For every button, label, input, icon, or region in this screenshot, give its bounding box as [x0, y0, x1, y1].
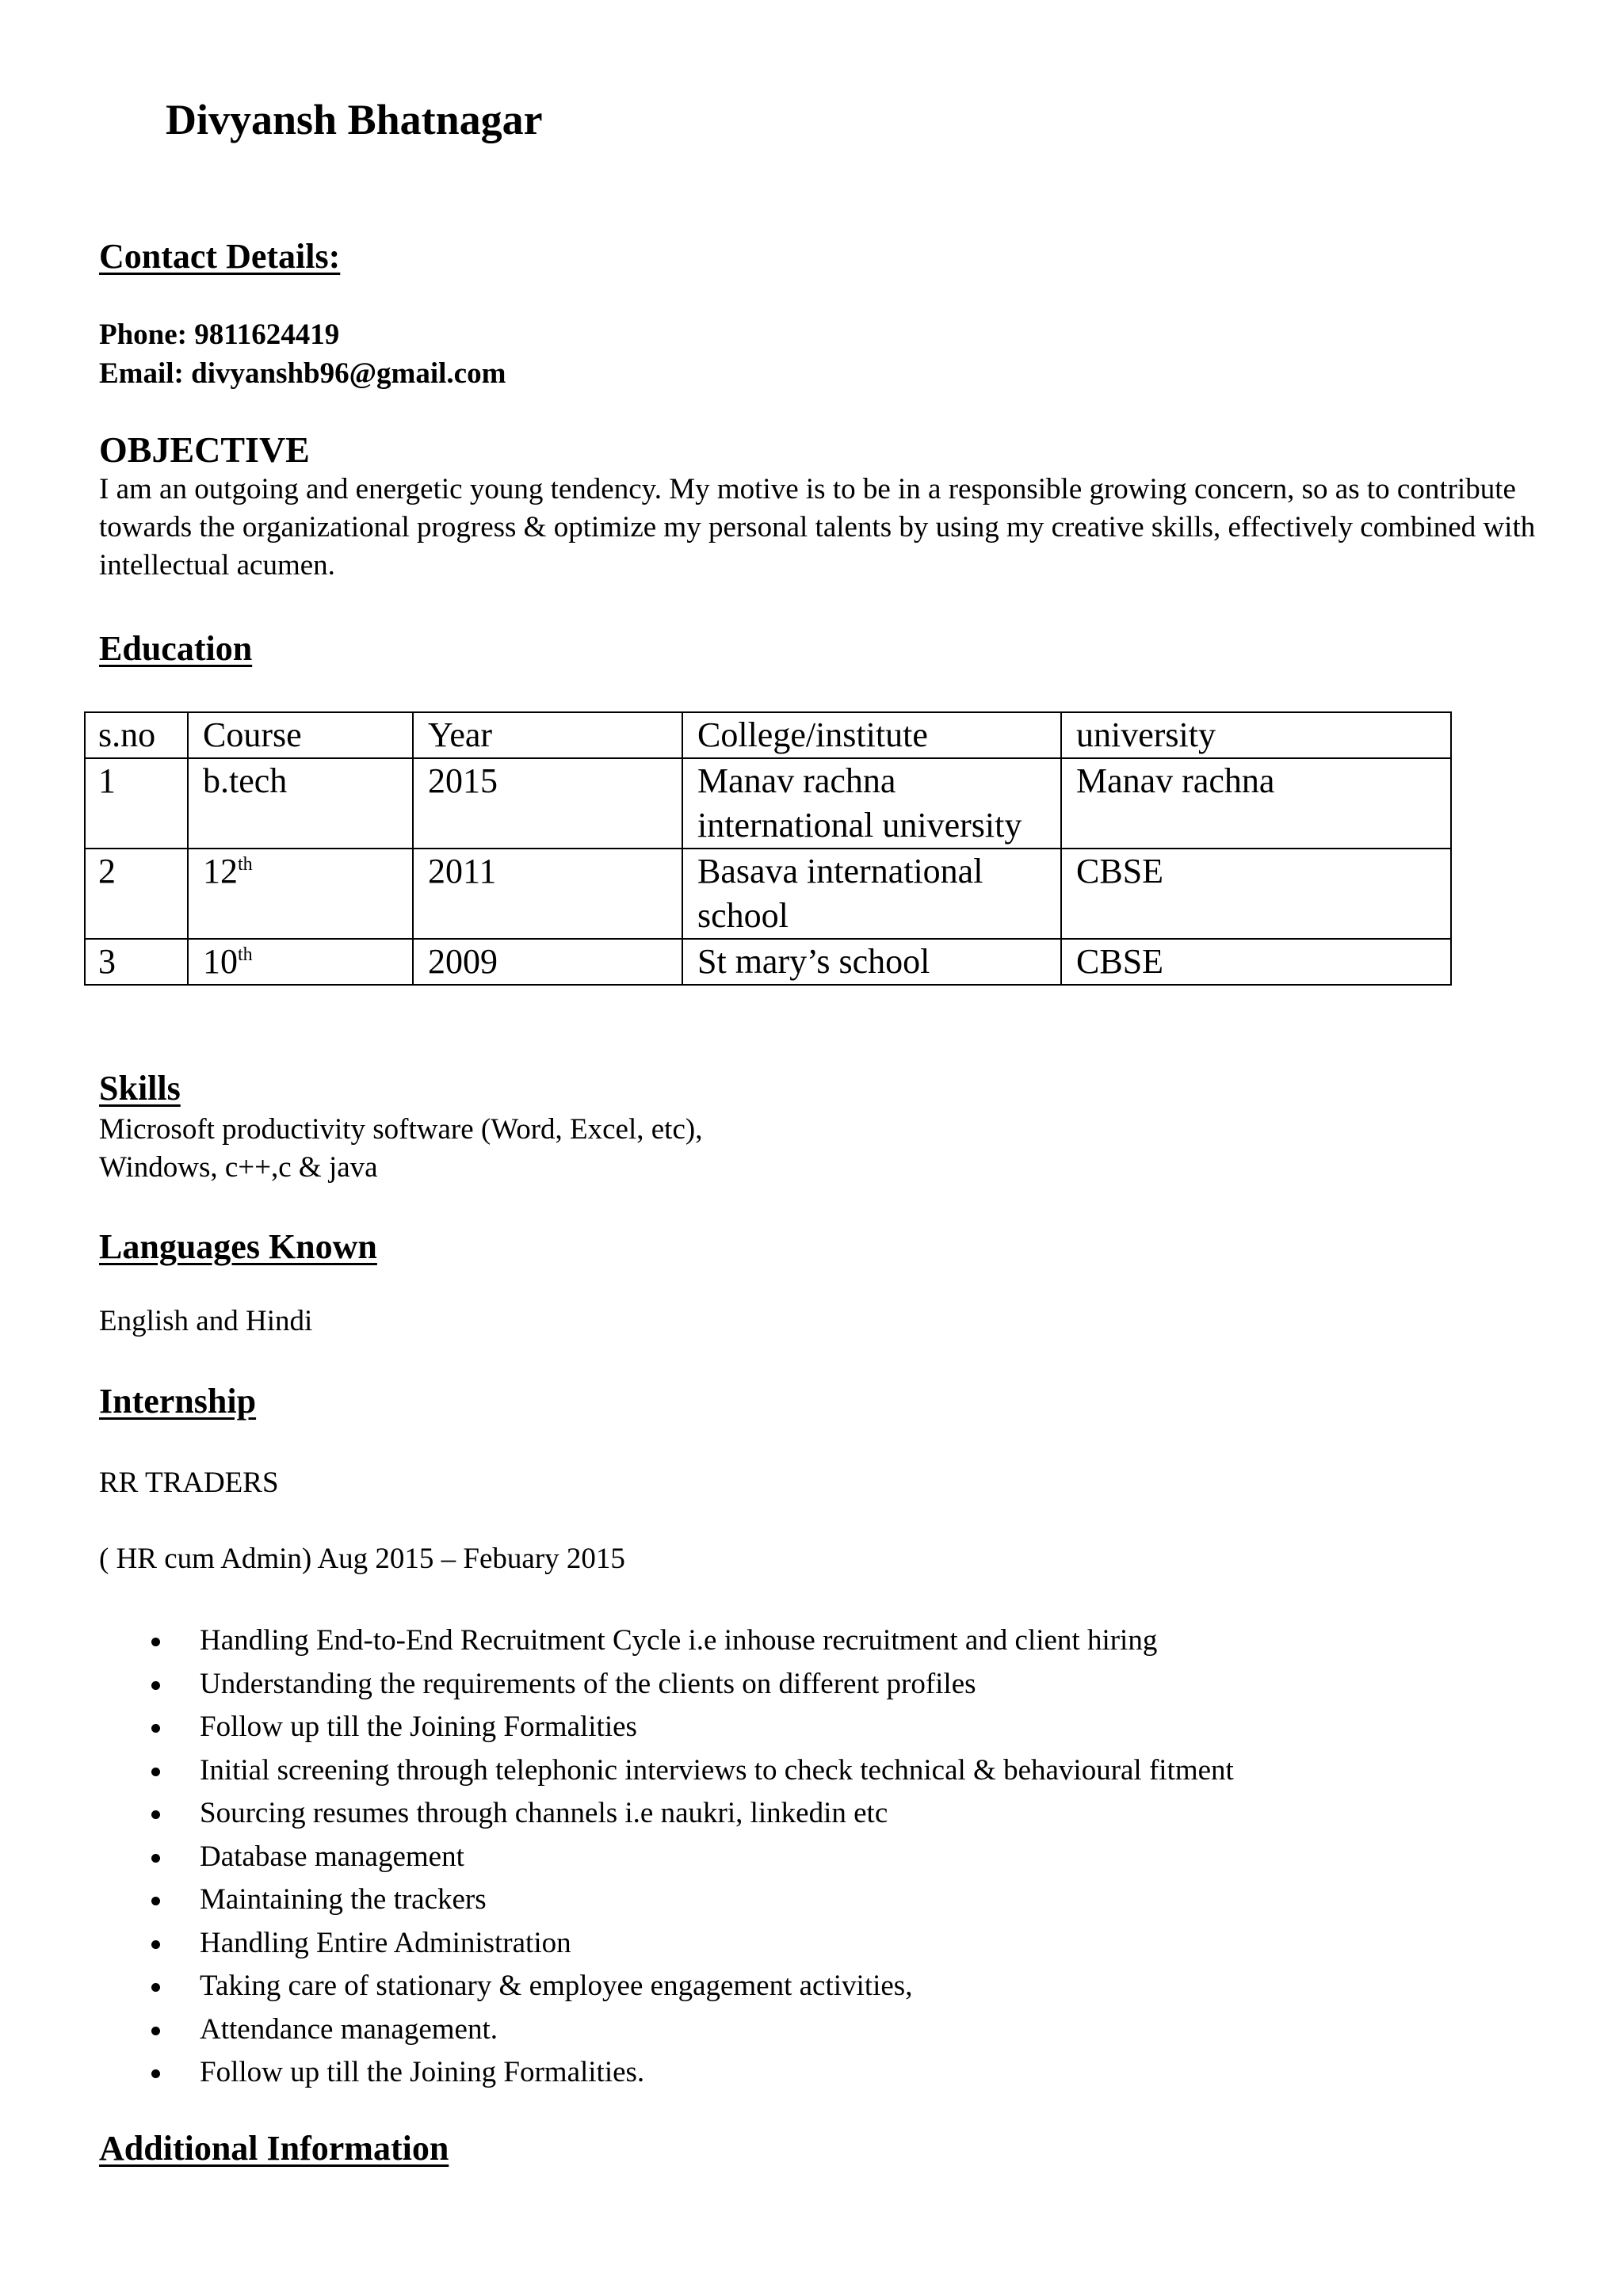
- course-sup: th: [238, 944, 253, 965]
- table-row: [85, 758, 1451, 849]
- list-item: [99, 1706, 1234, 1749]
- list-item: [99, 1619, 1234, 1663]
- col-header-college: College/institute: [682, 712, 1061, 758]
- list-item: [99, 1922, 1234, 1966]
- duty-text: Sourcing resumes through channels i.e naukri, linkedin etc: [200, 1797, 888, 1829]
- list-item: [99, 2051, 1234, 2095]
- bullet-icon: [151, 1810, 160, 1819]
- education-table: [84, 711, 1452, 986]
- duty-text: Handling Entire Administration: [200, 1926, 571, 1959]
- bullet-icon: [151, 1983, 160, 1992]
- cell-college: St mary’s school: [682, 939, 1061, 985]
- duty-text: Database management: [200, 1840, 464, 1873]
- bullet-icon: [151, 1681, 160, 1690]
- cell-sno: 1: [85, 758, 188, 849]
- list-item: [99, 1749, 1234, 1793]
- duty-text: Taking care of stationary & employee engagement activities,: [200, 1970, 913, 2002]
- bullet-icon: [151, 1768, 160, 1776]
- col-header-year: Year: [413, 712, 682, 758]
- list-item: [99, 1878, 1234, 1922]
- internship-role: ( HR cum Admin) Aug 2015 – Febuary 2015: [99, 1543, 625, 1575]
- bullet-icon: [151, 1724, 160, 1733]
- course-text: 12: [203, 852, 238, 891]
- objective-heading: OBJECTIVE: [99, 429, 310, 470]
- list-item: [99, 1792, 1234, 1836]
- list-item: [99, 1836, 1234, 1879]
- bullet-icon: [151, 2069, 160, 2078]
- contact-heading: Contact Details:: [99, 237, 341, 276]
- cell-college: Basava international school: [682, 849, 1061, 939]
- table-header-row: [85, 712, 1451, 758]
- cell-college: Manav rachna international university: [682, 758, 1061, 849]
- bullet-icon: [151, 1854, 160, 1863]
- duty-text: Understanding the requirements of the clients on different profiles: [200, 1667, 976, 1700]
- education-heading: Education: [99, 629, 253, 668]
- course-sup: th: [238, 854, 253, 875]
- cell-year: 2009: [413, 939, 682, 985]
- list-item: [99, 1965, 1234, 2008]
- col-header-university: university: [1061, 712, 1451, 758]
- cell-year: 2011: [413, 849, 682, 939]
- duty-text: Attendance management.: [200, 2012, 498, 2046]
- bullet-icon: [151, 1940, 160, 1949]
- bullet-icon: [151, 2027, 160, 2035]
- languages-text: English and Hindi: [99, 1305, 313, 1337]
- cell-university: CBSE: [1061, 939, 1451, 985]
- cell-sno: 3: [85, 939, 188, 985]
- email-line: Email: divyanshb96@gmail.com: [99, 357, 506, 390]
- bullet-icon: [151, 1638, 160, 1646]
- internship-company: RR TRADERS: [99, 1466, 279, 1499]
- skills-line-2: Windows, c++,c & java: [99, 1151, 378, 1184]
- course-text: 10: [203, 942, 238, 981]
- internship-duties-list: [99, 1619, 1234, 2095]
- bullet-icon: [151, 1897, 160, 1905]
- skills-line-1: Microsoft productivity software (Word, Excel, etc),: [99, 1113, 703, 1146]
- course-text: b.tech: [203, 761, 288, 800]
- cell-course: [188, 849, 413, 939]
- internship-heading: Internship: [99, 1382, 257, 1421]
- list-item: [99, 1663, 1234, 1707]
- duty-text: Handling End-to-End Recruitment Cycle i.e inhouse recruitment and client hiring: [200, 1624, 1158, 1657]
- duty-text: Follow up till the Joining Formalities: [200, 1711, 637, 1743]
- cell-course: [188, 758, 413, 849]
- cell-university: Manav rachna: [1061, 758, 1451, 849]
- languages-heading: Languages Known: [99, 1227, 377, 1266]
- cell-sno: 2: [85, 849, 188, 939]
- duty-text: Follow up till the Joining Formalities.: [200, 2056, 645, 2088]
- cell-year: 2015: [413, 758, 682, 849]
- additional-info-heading: Additional Information: [99, 2129, 449, 2168]
- list-item: [99, 2008, 1234, 2052]
- table-row: [85, 939, 1451, 985]
- candidate-name: Divyansh Bhatnagar: [166, 96, 543, 143]
- skills-heading: Skills: [99, 1069, 181, 1108]
- objective-text: I am an outgoing and energetic young tendency. My motive is to be in a responsible growing concern, so as to contribute towards the organizational progress & optimize my personal talents by using my creative skills, effectively combined with intellectual acumen.: [99, 473, 1536, 582]
- duty-text: Initial screening through telephonic interviews to check technical & behavioural fitment: [200, 1753, 1234, 1787]
- col-header-sno: s.no: [85, 712, 188, 758]
- col-header-course: Course: [188, 712, 413, 758]
- phone-line: Phone: 9811624419: [99, 318, 340, 351]
- duty-text: Maintaining the trackers: [200, 1883, 487, 1916]
- cell-course: [188, 939, 413, 985]
- cell-university: CBSE: [1061, 849, 1451, 939]
- table-row: [85, 849, 1451, 939]
